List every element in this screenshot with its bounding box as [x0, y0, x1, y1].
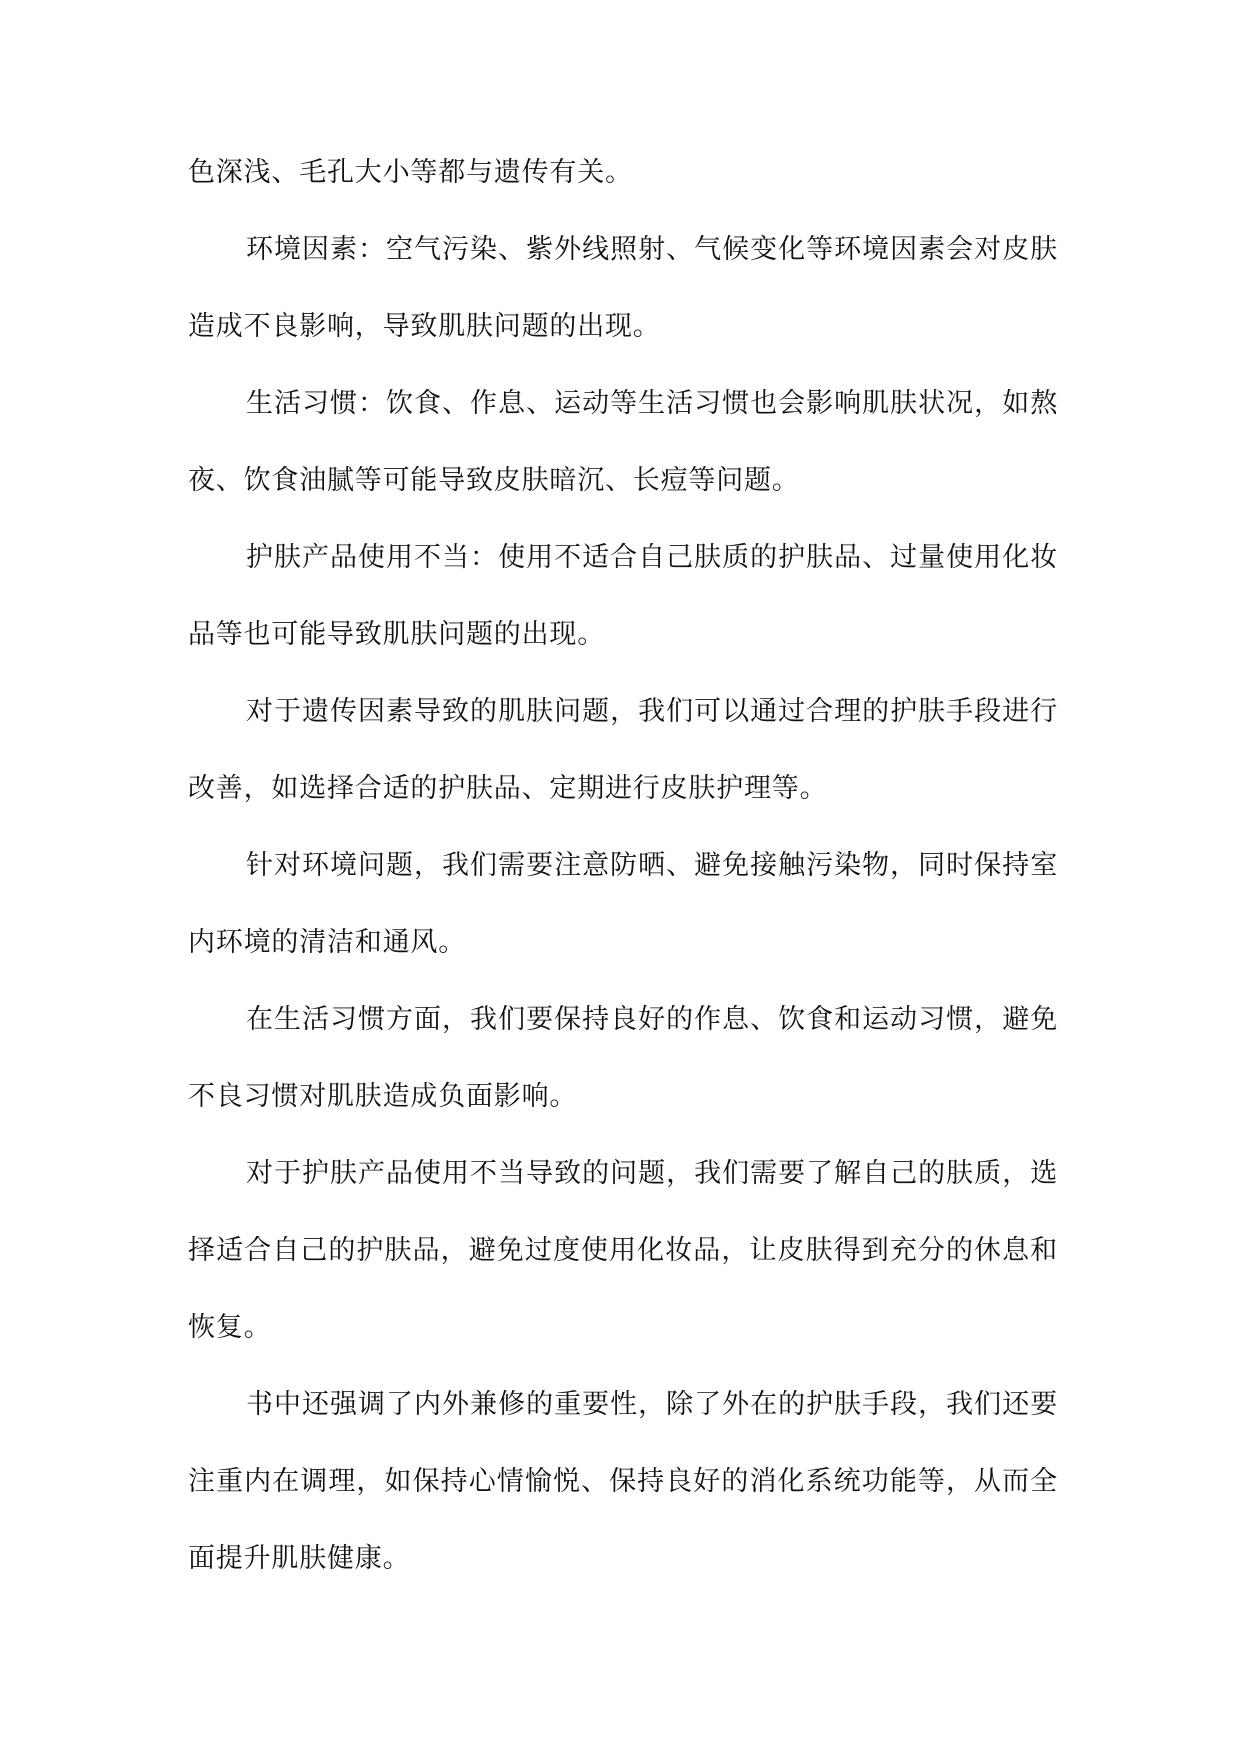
paragraph-environment-solution: 针对环境问题，我们需要注意防晒、避免接触污染物，同时保持室内环境的清洁和通风。: [188, 850, 1058, 958]
paragraph-inner-outer-care: 书中还强调了内外兼修的重要性，除了外在的护肤手段，我们还要注重内在调理，如保持心情愉悦、保持良好的消化系统功能等，从而全面提升肌肤健康。: [188, 1389, 1058, 1574]
paragraph-lifestyle-habits: 生活习惯：饮食、作息、运动等生活习惯也会影响肌肤状况，如熬夜、饮食油腻等可能导致皮肤暗沉、长痘等问题。: [188, 388, 1058, 496]
paragraph-lifestyle-solution: 在生活习惯方面，我们要保持良好的作息、饮食和运动习惯，避免不良习惯对肌肤造成负面影响。: [188, 1004, 1058, 1112]
paragraph-product-solution: 对于护肤产品使用不当导致的问题，我们需要了解自己的肤质，选择适合自己的护肤品，避免过度使用化妆品，让皮肤得到充分的休息和恢复。: [188, 1158, 1058, 1343]
document-body: [188, 134, 1058, 1597]
paragraph-environment-factors: 环境因素：空气污染、紫外线照射、气候变化等环境因素会对皮肤造成不良影响，导致肌肤问题的出现。: [188, 234, 1058, 342]
paragraph-product-misuse: 护肤产品使用不当：使用不适合自己肤质的护肤品、过量使用化妆品等也可能导致肌肤问题的出现。: [188, 542, 1058, 650]
paragraph-heredity-continuation: 色深浅、毛孔大小等都与遗传有关。: [188, 157, 633, 188]
paragraph-heredity-solution: 对于遗传因素导致的肌肤问题，我们可以通过合理的护肤手段进行改善，如选择合适的护肤品、定期进行皮肤护理等。: [188, 696, 1058, 804]
